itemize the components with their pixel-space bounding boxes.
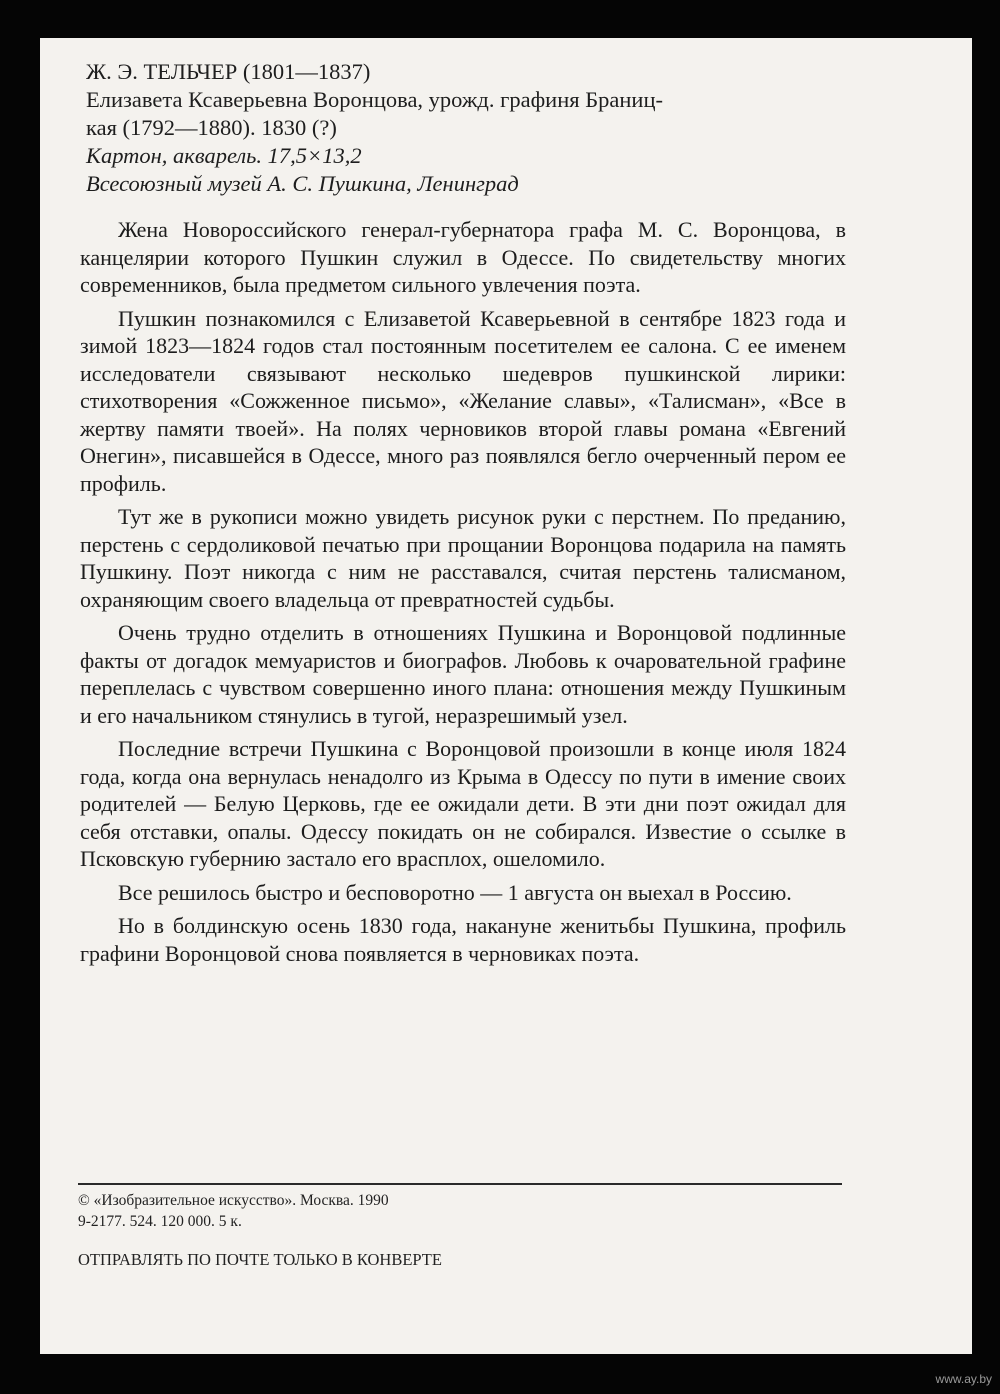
paragraph: Тут же в рукописи можно увидеть рисунок руки с перстнем. По преданию, перстень с сердоликовой печатью при прощании Воронцова подарила на память Пушкину. Поэт никогда с ним не расставался, считая перстень талисманом, охраняющим своего владельца от превратностей судьбы. [80, 504, 846, 612]
artwork-title-line-2: кая (1792—1880). 1830 (?) [86, 115, 337, 140]
artist-name: Ж. Э. ТЕЛЬЧЕР (1801—1837) [86, 59, 371, 84]
print-code: 9-2177. 524. 120 000. 5 к. [78, 1213, 242, 1230]
description-text [80, 216, 846, 973]
watermark: www.ay.by [935, 1372, 992, 1386]
publisher-line: © «Изобразительное искусство». Москва. 1990 [78, 1192, 389, 1209]
paragraph: Пушкин познакомился с Елизаветой Ксаверьевной в сентябре 1823 года и зимой 1823—1824 годов стал постоянным посетителем ее салона. С ее именем исследователи связывают несколько шедевров пушкинской лирики: стихотворения «Сожженное письмо», «Желание славы», «Талисман», «Все в жертву памяти твоей». На полях черновиков второй главы романа «Евгений Онегин», писавшейся в Одессе, много раз появлялся бегло очерченный пером ее профиль. [80, 305, 846, 496]
paragraph: Все решилось быстро и бесповоротно — 1 августа он выехал в Россию. [118, 879, 792, 905]
paragraph: Жена Новороссийского генерал-губернатора графа М. С. Воронцова, в канцелярии которого Пушкин служил в Одессе. По свидетельству многих современников, была предметом сильного увлечения поэта. [80, 217, 846, 297]
mailing-instruction: ОТПРАВЛЯТЬ ПО ПОЧТЕ ТОЛЬКО В КОНВЕРТЕ [78, 1250, 442, 1269]
paragraph: Но в болдинскую осень 1830 года, накануне женитьбы Пушкина, профиль графини Воронцовой снова появляется в черновиках поэта. [80, 913, 846, 966]
paragraph: Очень трудно отделить в отношениях Пушкина и Воронцовой подлинные факты от догадок мемуаристов и биографов. Любовь к очаровательной графине переплелась с чувством совершенно иного плана: отношения между Пушкиным и его начальником стянулись в тугой, неразрешимый узел. [80, 620, 846, 728]
divider [78, 1183, 842, 1185]
caption-header [86, 58, 886, 198]
imprint [78, 1190, 389, 1232]
artwork-title-line-1: Елизавета Ксаверьевна Воронцова, урожд. графиня Браниц- [86, 87, 663, 112]
paragraph: Последние встречи Пушкина с Воронцовой произошли в конце июля 1824 года, когда она вернулась ненадолго из Крыма в Одессу по пути в имение своих родителей — Белую Церковь, где ее ожидали дети. В эти дни поэт ожидал для себя отставки, опалы. Одессу покидать он не собирался. Известие о ссылке в Псковскую губернию застало его врасплох, ошеломило. [80, 736, 846, 871]
artwork-medium: Картон, акварель. 17,5×13,2 [86, 143, 362, 168]
museum-name: Всесоюзный музей А. С. Пушкина, Ленинград [86, 171, 519, 196]
